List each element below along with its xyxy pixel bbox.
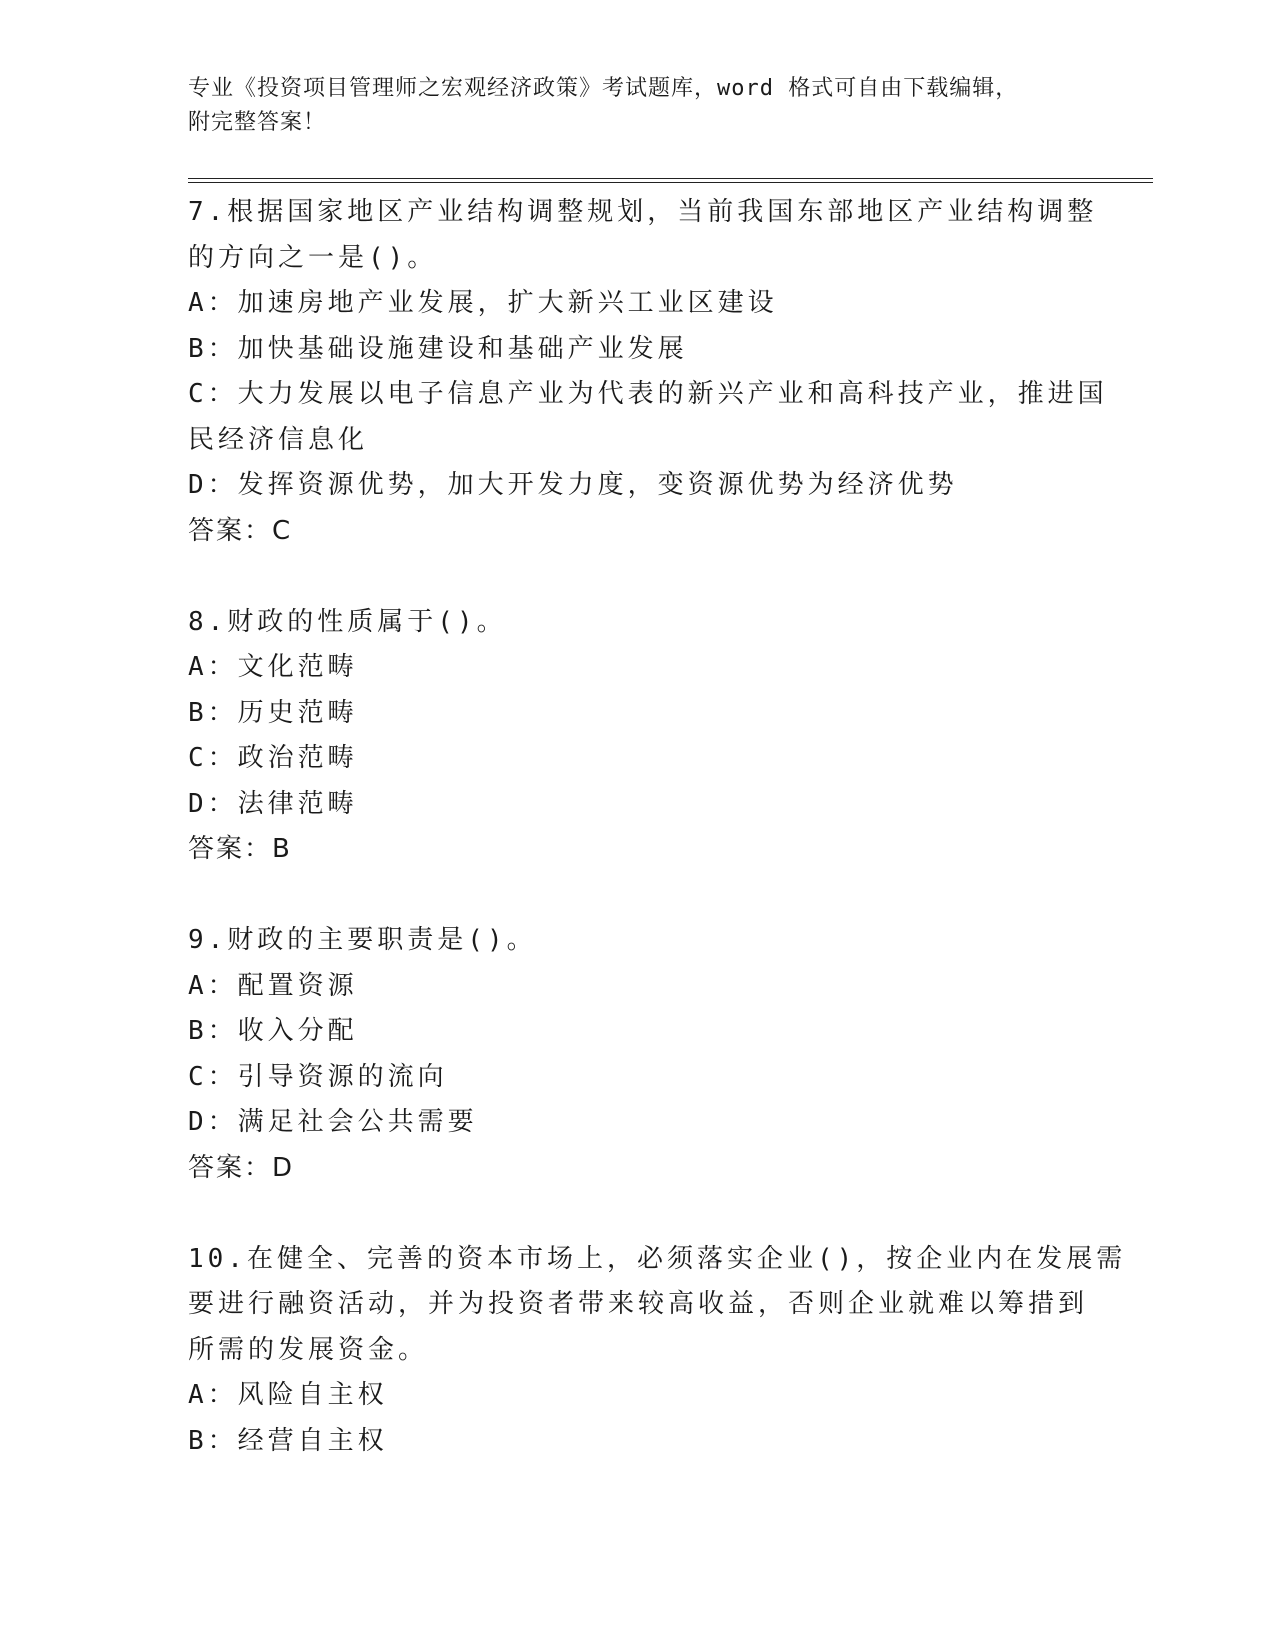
answer-option: B：经营自主权 bbox=[188, 1425, 388, 1456]
answer-option: C：引导资源的流向 bbox=[188, 1061, 448, 1092]
question-block bbox=[188, 1237, 1127, 1465]
answer-option: A：文化范畴 bbox=[188, 652, 358, 682]
question-spacer bbox=[188, 1191, 1088, 1237]
answer-option: C：大力发展以电子信息产业为代表的新兴产业和高科技产业，推进国 bbox=[188, 379, 1108, 409]
answer-option: D：满足社会公共需要 bbox=[188, 1107, 478, 1137]
question-text: 10.在健全、完善的资本市场上，必须落实企业()，按企业内在发展需 bbox=[188, 1243, 1127, 1274]
answer-key: 答案：D bbox=[188, 1152, 295, 1183]
header-line-2: 附完整答案！ bbox=[188, 110, 327, 135]
question-text: 7.根据国家地区产业结构调整规划，当前我国东部地区产业结构调整 bbox=[188, 197, 1098, 227]
document-header bbox=[188, 72, 1088, 140]
answer-option: A：风险自主权 bbox=[188, 1380, 388, 1410]
answer-option: B：加快基础设施建设和基础产业发展 bbox=[188, 333, 688, 364]
answer-option: D：发挥资源优势，加大开发力度，变资源优势为经济优势 bbox=[188, 470, 958, 500]
question-text: 要进行融资活动，并为投资者带来较高收益，否则企业就难以筹措到 bbox=[188, 1289, 1089, 1319]
answer-option: B：收入分配 bbox=[188, 1016, 358, 1046]
question-list bbox=[188, 190, 1127, 1464]
header-line-1: 专业《投资项目管理师之宏观经济政策》考试题库，word 格式可自由下载编辑， bbox=[188, 76, 1019, 101]
question-text: 所需的发展资金。 bbox=[188, 1334, 429, 1365]
question-block bbox=[188, 600, 1088, 873]
answer-key: 答案：B bbox=[188, 834, 292, 864]
header-divider bbox=[188, 178, 1153, 183]
answer-option: B：历史范畴 bbox=[188, 697, 358, 728]
question-spacer bbox=[188, 554, 1088, 600]
answer-option: A：加速房地产业发展，扩大新兴工业区建设 bbox=[188, 288, 778, 318]
answer-option: C：政治范畴 bbox=[188, 743, 358, 773]
question-block bbox=[188, 918, 1088, 1191]
question-text: 的方向之一是()。 bbox=[188, 242, 438, 273]
answer-key: 答案：C bbox=[188, 515, 293, 546]
question-text: 9.财政的主要职责是()。 bbox=[188, 925, 537, 955]
question-text: 8.财政的性质属于()。 bbox=[188, 606, 507, 637]
answer-option: A：配置资源 bbox=[188, 970, 358, 1001]
question-block bbox=[188, 190, 1108, 554]
answer-option: D：法律范畴 bbox=[188, 788, 358, 819]
question-spacer bbox=[188, 873, 1088, 919]
answer-option: 民经济信息化 bbox=[188, 424, 369, 455]
